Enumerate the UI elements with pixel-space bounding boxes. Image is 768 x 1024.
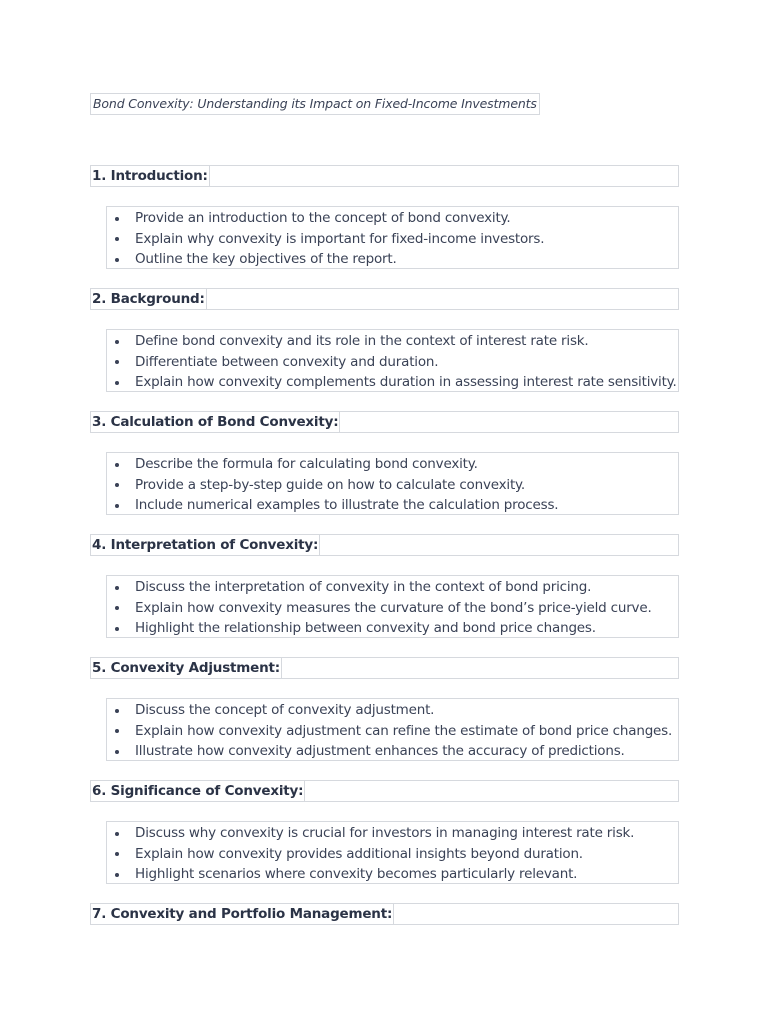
bullet-text: Highlight the relationship between convexity and bond price changes.: [135, 620, 596, 637]
section-heading-text: 5. Convexity Adjustment:: [92, 660, 280, 676]
section-heading-text: 3. Calculation of Bond Convexity:: [92, 414, 339, 430]
bullet-item: [107, 454, 678, 475]
bullet-dot-icon: [115, 627, 119, 631]
bullet-item: [107, 208, 678, 229]
bullet-list: [106, 206, 679, 269]
bullet-list: [106, 821, 679, 884]
bullet-dot-icon: [115, 237, 119, 241]
bullet-list: [106, 329, 679, 392]
bullet-item: [107, 823, 678, 844]
bullet-dot-icon: [115, 873, 119, 877]
document-title: Bond Convexity: Understanding its Impact on Fixed-Income Investments: [90, 93, 540, 115]
section-heading-text: 4. Interpretation of Convexity:: [92, 537, 319, 553]
bullet-item: [107, 864, 678, 885]
bullet-dot-icon: [115, 832, 119, 836]
bullet-text: Outline the key objectives of the report.: [135, 251, 397, 268]
bullet-dot-icon: [115, 709, 119, 713]
bullet-dot-icon: [115, 483, 119, 487]
bullet-text: Differentiate between convexity and duration.: [135, 353, 439, 370]
section-spacer: [90, 925, 679, 944]
bullet-text: Explain how convexity complements duration in assessing interest rate sensitivity.: [135, 374, 677, 391]
section-heading-text: 7. Convexity and Portfolio Management:: [92, 906, 393, 922]
bullet-dot-icon: [115, 217, 119, 221]
bullet-text: Explain how convexity measures the curvature of the bond’s price-yield curve.: [135, 599, 652, 616]
bullet-dot-icon: [115, 729, 119, 733]
bullet-text: Explain why convexity is important for fixed-income investors.: [135, 230, 545, 247]
bullet-text: Provide a step-by-step guide on how to calculate convexity.: [135, 476, 526, 493]
document-section: [90, 288, 679, 392]
document-section: [90, 903, 679, 944]
document-section: [90, 165, 679, 269]
bullet-item: [107, 700, 678, 721]
bullet-item: [107, 352, 678, 373]
section-heading-text: 2. Background:: [92, 291, 205, 307]
section-heading: [90, 903, 679, 925]
bullet-item: [107, 577, 678, 598]
bullet-text: Define bond convexity and its role in the context of interest rate risk.: [135, 333, 589, 349]
bullet-text: Describe the formula for calculating bond convexity.: [135, 456, 478, 472]
bullet-item: [107, 331, 678, 352]
bullet-list: [106, 575, 679, 638]
bullet-item: [107, 721, 678, 742]
section-heading-text: 6. Significance of Convexity:: [92, 783, 304, 799]
document-section: [90, 534, 679, 638]
bullet-dot-icon: [115, 258, 119, 262]
bullet-item: [107, 229, 678, 250]
bullet-item: [107, 495, 678, 516]
bullet-item: [107, 618, 678, 639]
section-heading: [90, 780, 679, 802]
bullet-item: [107, 372, 678, 393]
document-section: [90, 657, 679, 761]
bullet-dot-icon: [115, 586, 119, 590]
bullet-text: Illustrate how convexity adjustment enhances the accuracy of predictions.: [135, 743, 625, 760]
bullet-item: [107, 844, 678, 865]
bullet-list: [106, 452, 679, 515]
document-section: [90, 411, 679, 515]
bullet-text: Explain how convexity adjustment can refine the estimate of bond price changes.: [135, 722, 673, 739]
bullet-text: Discuss the interpretation of convexity in the context of bond pricing.: [135, 579, 592, 595]
bullet-dot-icon: [115, 360, 119, 364]
bullet-text: Include numerical examples to illustrate the calculation process.: [135, 497, 559, 514]
section-heading: [90, 288, 679, 310]
document-sections: [90, 165, 679, 944]
bullet-dot-icon: [115, 381, 119, 385]
section-heading: [90, 534, 679, 556]
section-heading: [90, 165, 679, 187]
bullet-dot-icon: [115, 463, 119, 467]
document-section: [90, 780, 679, 884]
bullet-dot-icon: [115, 340, 119, 344]
bullet-text: Highlight scenarios where convexity becomes particularly relevant.: [135, 866, 578, 883]
bullet-item: [107, 741, 678, 762]
bullet-list: [106, 698, 679, 761]
bullet-item: [107, 249, 678, 270]
bullet-dot-icon: [115, 852, 119, 856]
bullet-text: Discuss the concept of convexity adjustment.: [135, 702, 435, 718]
section-heading-text: 1. Introduction:: [92, 168, 208, 184]
bullet-item: [107, 598, 678, 619]
section-heading: [90, 411, 679, 433]
bullet-dot-icon: [115, 606, 119, 610]
bullet-dot-icon: [115, 750, 119, 754]
bullet-text: Discuss why convexity is crucial for investors in managing interest rate risk.: [135, 825, 635, 841]
section-heading: [90, 657, 679, 679]
bullet-dot-icon: [115, 504, 119, 508]
bullet-item: [107, 475, 678, 496]
bullet-text: Provide an introduction to the concept of bond convexity.: [135, 210, 511, 226]
bullet-text: Explain how convexity provides additional insights beyond duration.: [135, 845, 583, 862]
